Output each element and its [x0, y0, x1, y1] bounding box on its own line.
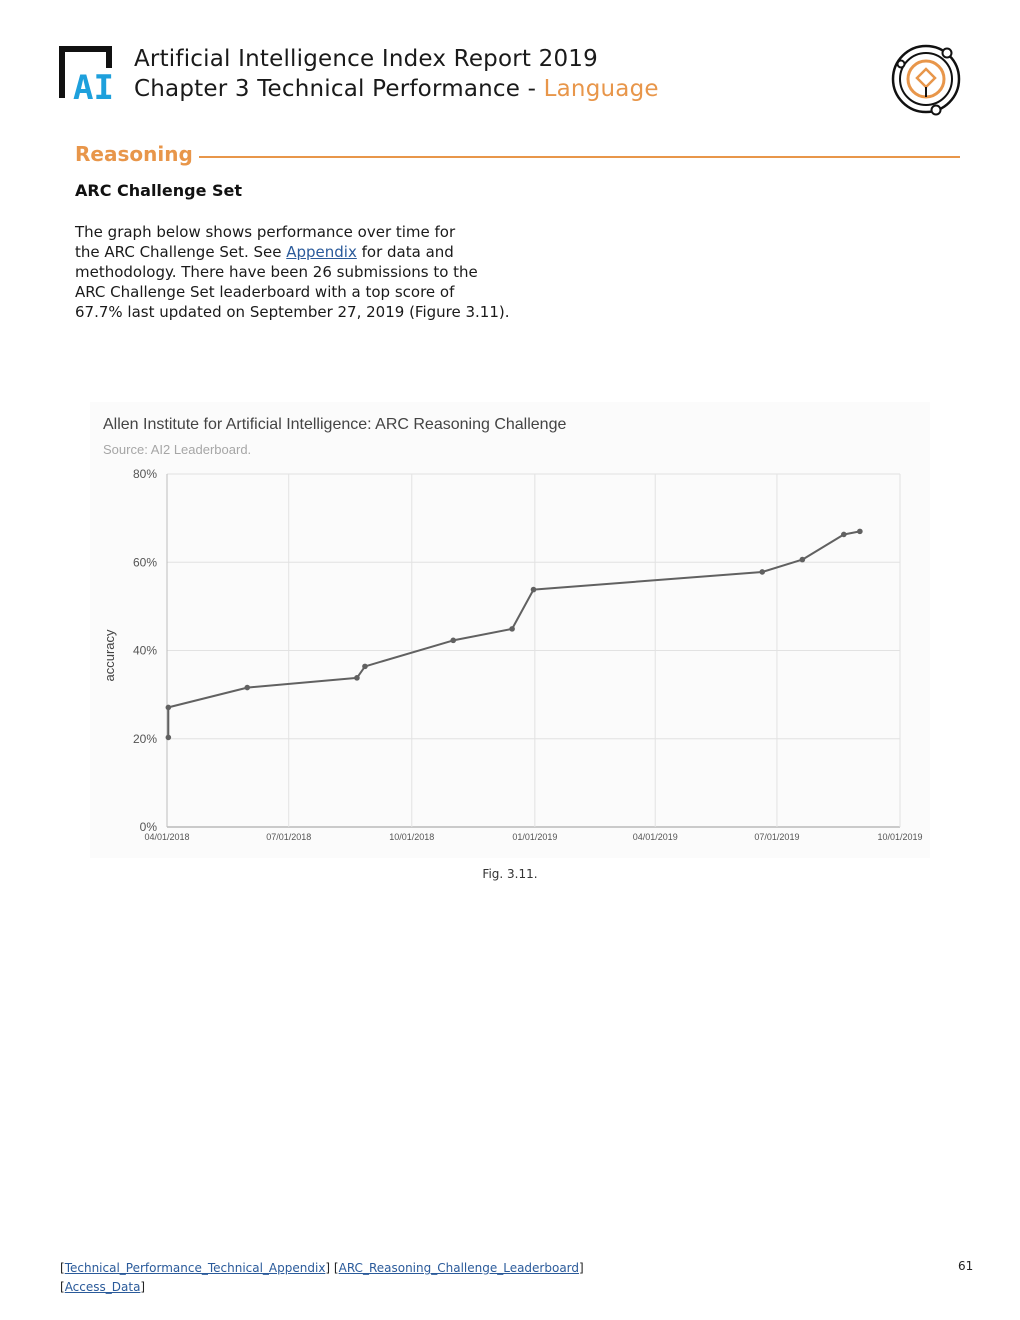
section-divider [197, 156, 960, 158]
body-line-2-end: for data and [356, 243, 454, 261]
footer-line-2: [Access_Data] [60, 1280, 146, 1294]
y-tick-label: 0% [139, 820, 157, 834]
footer-links [60, 1259, 584, 1297]
page-number: 61 [958, 1259, 974, 1273]
data-point [166, 705, 172, 711]
chart-plot [90, 402, 930, 858]
y-axis-label: accuracy [102, 629, 117, 682]
x-tick-label: 10/01/2018 [389, 832, 435, 842]
data-point [759, 569, 765, 575]
data-point [450, 638, 456, 644]
chart-title: Allen Institute for Artificial Intelligence: ARC Reasoning Challenge [103, 416, 567, 433]
logo-text: AI [73, 68, 114, 102]
data-point [800, 557, 806, 563]
report-title-line1: Artificial Intelligence Index Report 2019 [134, 46, 598, 72]
body-line-2 [75, 242, 525, 262]
body-line-1: The graph below shows performance over time for [75, 223, 456, 241]
arc-leaderboard-link[interactable]: ARC_Reasoning_Challenge_Leaderboard [338, 1261, 580, 1275]
data-point [362, 664, 368, 670]
footer-line-1: [Technical_Performance_Technical_Appendix] [ARC_Reasoning_Challenge_Leaderboard] [60, 1261, 584, 1275]
body-line-4: ARC Challenge Set leaderboard with a top score of [75, 283, 455, 301]
chapter-label: Chapter 3 Technical Performance - [134, 76, 544, 102]
section-label: Reasoning [75, 142, 199, 166]
y-tick-label: 60% [132, 555, 157, 570]
x-tick-label: 04/01/2018 [144, 832, 190, 842]
y-tick-label: 80% [132, 467, 157, 481]
technical-performance-icon [888, 42, 964, 118]
access-data-link[interactable]: Access_Data [64, 1280, 141, 1294]
figure-caption: Fig. 3.11. [482, 867, 538, 881]
technical-appendix-link[interactable]: Technical_Performance_Technical_Appendix [64, 1261, 326, 1275]
x-tick-label: 10/01/2019 [877, 832, 923, 842]
y-tick-label: 40% [132, 643, 157, 658]
arc-chart [90, 402, 930, 858]
ai-index-logo [59, 46, 121, 102]
chart-subtitle: Source: AI2 Leaderboard. [103, 442, 252, 457]
data-point [354, 675, 360, 681]
x-tick-label: 07/01/2019 [754, 832, 800, 842]
chapter-topic: Language [543, 76, 659, 102]
report-title-line2 [134, 74, 659, 104]
body-paragraph [75, 222, 525, 322]
subheading: ARC Challenge Set [75, 181, 243, 200]
report-title [134, 44, 659, 104]
data-point [841, 532, 847, 538]
x-tick-label: 07/01/2018 [266, 832, 312, 842]
data-point [857, 529, 863, 535]
data-point [166, 735, 172, 741]
x-tick-label: 01/01/2019 [512, 832, 558, 842]
y-tick-label: 20% [132, 731, 157, 746]
body-line-5: 67.7% last updated on September 27, 2019 (Figure 3.11). [75, 303, 510, 321]
data-point [244, 685, 250, 691]
body-line-2-start: the ARC Challenge Set. See [75, 243, 287, 261]
x-tick-label: 04/01/2019 [632, 832, 678, 842]
body-line-3: methodology. There have been 26 submissions to the [75, 263, 478, 281]
appendix-link[interactable]: Appendix [286, 243, 357, 261]
data-point [531, 587, 537, 593]
section-heading [75, 142, 960, 170]
data-point [509, 626, 515, 632]
